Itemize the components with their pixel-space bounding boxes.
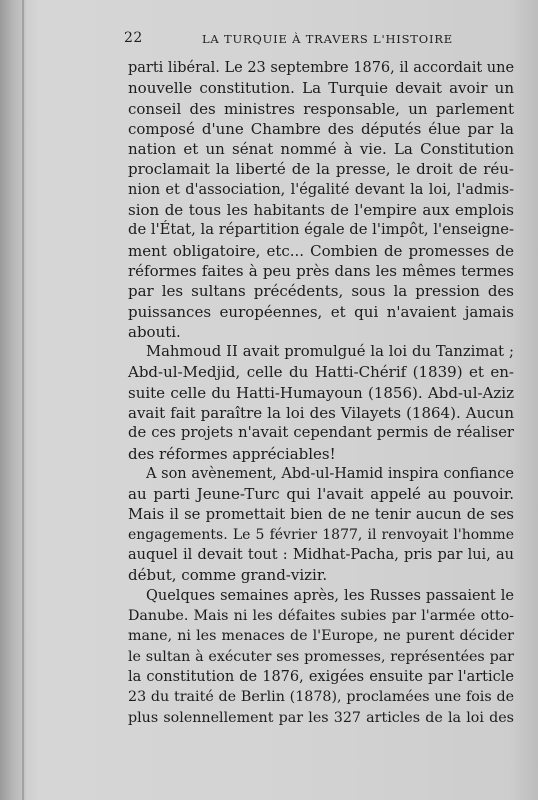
text-line: réformes faites à peu près dans les mêmes termes xyxy=(128,261,514,280)
text-line: de l'État, la répartition égale de l'impôt, l'enseigne- xyxy=(128,221,514,239)
text-line: au parti Jeune-Turc qui l'avait appelé au pouvoir. xyxy=(128,485,514,504)
binding-edge xyxy=(22,0,24,800)
text-line: engagements. Le 5 février 1877, il renvoyait l'homme xyxy=(128,526,514,543)
text-line: conseil des ministres responsable, un parlement xyxy=(128,99,514,118)
text-line: nation et un sénat nommé à vie. La Constitution xyxy=(128,140,514,159)
text-line: la constitution de 1876, exigées ensuite par l'article xyxy=(128,668,514,685)
text-line: Danube. Mais ni les défaites subies par l'armée otto- xyxy=(128,608,514,625)
paragraph xyxy=(128,464,514,586)
text-line: Quelques semaines après, les Russes passaient le xyxy=(146,587,514,604)
text-line: le sultan à exécuter ses promesses, représentées par xyxy=(128,648,514,665)
body-text xyxy=(128,58,514,728)
text-line: 23 du traité de Berlin (1878), proclamées une fois de xyxy=(128,689,514,706)
paragraph xyxy=(128,586,514,728)
text-line: par les sultans précédents, sous la pression des xyxy=(128,282,514,301)
text-line: Mahmoud II avait promulgué la loi du Tanzimat ; xyxy=(146,343,514,361)
text-line: nion et d'association, l'égalité devant la loi, l'admis- xyxy=(128,181,514,198)
text-line: ment obligatoire, etc... Combien de promesses de xyxy=(128,241,514,260)
page-number: 22 xyxy=(124,30,143,46)
text-line: suite celle du Hatti-Humayoun (1856). Abd-ul-Aziz xyxy=(128,383,514,402)
text-line: puissances européennes, et qui n'avaient jamais xyxy=(128,302,514,321)
running-title: LA TURQUIE À TRAVERS L'HISTOIRE xyxy=(202,32,453,46)
text-line: composé d'une Chambre des députés élue par la xyxy=(128,119,514,138)
text-line: des réformes appréciables! xyxy=(128,444,336,463)
paragraph xyxy=(128,342,514,464)
text-line: début, comme grand-vizir. xyxy=(128,566,328,585)
text-line: A son avènement, Abd-ul-Hamid inspira confiance xyxy=(146,465,514,482)
paragraph xyxy=(128,58,514,342)
text-line: nouvelle constitution. La Turquie devait avoir un xyxy=(128,79,514,98)
text-line: plus solennellement par les 327 articles de la loi des xyxy=(128,709,514,726)
text-line: avait fait paraître la loi des Vilayets (1864). Aucun xyxy=(128,404,514,423)
text-line: proclamait la liberté de la presse, le droit de réu- xyxy=(128,160,514,179)
page-header xyxy=(124,30,494,50)
text-line: Abd-ul-Medjid, celle du Hatti-Chérif (1839) et en- xyxy=(128,363,514,382)
text-line: de ces projets n'avait cependant permis de réaliser xyxy=(128,424,514,442)
text-line: parti libéral. Le 23 septembre 1876, il accordait une xyxy=(128,60,515,76)
text-line: sion de tous les habitants de l'empire aux emplois xyxy=(128,201,514,220)
text-line: Mais il se promettait bien de ne tenir aucun de ses xyxy=(128,505,514,523)
text-line: abouti. xyxy=(128,322,181,341)
text-line: auquel il devait tout : Midhat-Pacha, pris par lui, au xyxy=(128,547,514,564)
text-line: mane, ni les menaces de l'Europe, ne purent décider xyxy=(128,628,514,645)
